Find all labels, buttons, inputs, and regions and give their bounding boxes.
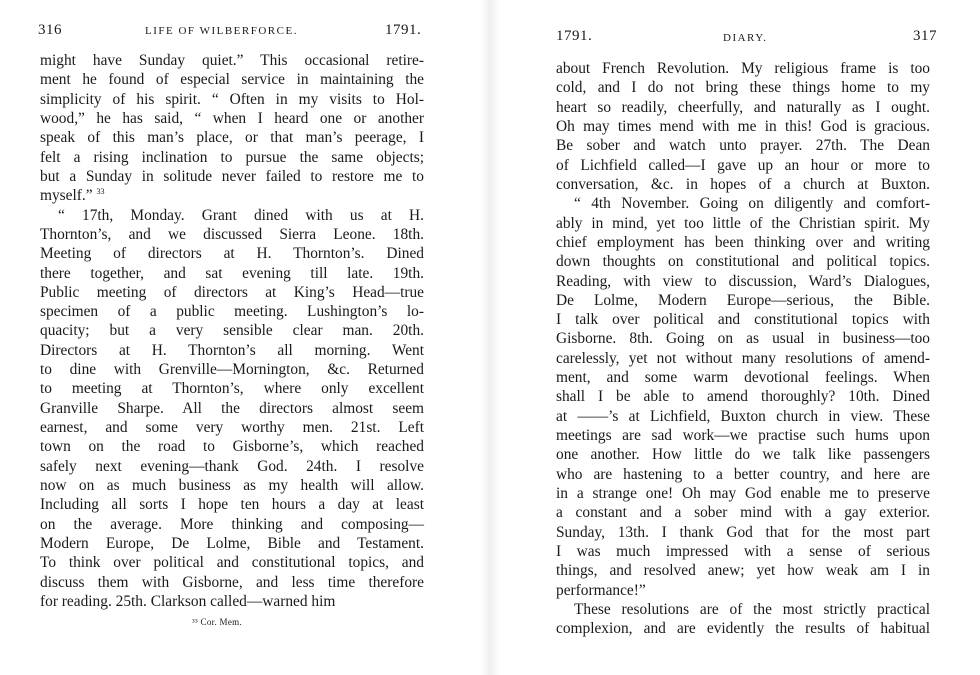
footnote: ³³ Cor. Mem.: [192, 617, 242, 627]
text-line: speak of this man’s place, or that man’s peerage, I: [40, 129, 424, 147]
text-line: shall I be able to amend thoroughly? 10th. Dined: [556, 388, 930, 406]
text-line: meetings are sad work—we practise such hums upon: [556, 427, 930, 445]
text-line: a constant and a sober mind with a gay exterior.: [556, 504, 930, 522]
text-line: carelessly, yet not without many resolutions of amend-: [556, 349, 930, 367]
right-running-year: 1791.: [556, 28, 593, 44]
text-line: Granville Sharpe. All the directors almost seem: [40, 399, 424, 417]
text-line: I was much impressed with a sense of serious: [556, 543, 930, 560]
text-line: earnest, and some very worthy men. 21st. Left: [40, 419, 424, 437]
text-line: for reading. 25th. Clarkson called—warned him: [40, 592, 336, 610]
text-line: quacity; but a very sensible clear man. 20th.: [40, 322, 424, 340]
text-line: simplicity of his spirit. “ Often in my visits to Hol-: [40, 90, 424, 108]
text-line: To think over political and constitutional topics, and: [40, 554, 424, 572]
text-line: Be sober and watch unto prayer. 27th. The Dean: [556, 137, 930, 155]
text-line: “ 4th November. Going on diligently and comfort-: [574, 195, 930, 213]
text-line: wood,” he has said, “ when I heard one or another: [40, 109, 424, 127]
text-line: ably in mind, yet too little of the Christian spirit. My: [556, 214, 930, 232]
text-line: ment he found of especial service in maintaining the: [40, 71, 424, 89]
text-line: in a strange one! Oh may God enable me to preserve: [556, 485, 930, 503]
text-line: “ 17th, Monday. Grant dined with us at H.: [58, 206, 424, 224]
text-line: chief employment has been thinking over and writing: [556, 233, 930, 251]
left-running-title: LIFE OF WILBERFORCE.: [145, 25, 298, 37]
text-line: safely next evening—thank God. 24th. I resolve: [40, 457, 424, 475]
text-line: at ——’s at Lichfield, Buxton church in view. These: [556, 407, 930, 425]
right-running-title: DIARY.: [723, 32, 768, 44]
text-line: I talk over political and constitutional topics with: [556, 311, 930, 329]
text-line: Meeting of directors at H. Thornton’s. Dined: [40, 245, 424, 263]
text-line: down thoughts on constitutional and political topics.: [556, 253, 930, 271]
text-line: conversation, &c. in hopes of a church at Buxton.: [556, 175, 930, 193]
footnote-reference: 33: [96, 187, 105, 197]
text-line: but a Sunday in solitude never failed to restore me to: [40, 167, 424, 185]
text-line: town on the road to Gisborne’s, which reached: [40, 438, 424, 456]
right-page: [490, 0, 980, 675]
text-line: discuss them with Gisborne, and less time therefore: [40, 573, 424, 591]
text-line: Thornton’s, and we discussed Sierra Leone. 18th.: [40, 225, 424, 243]
text-line: complexion, and are evidently the results of habitual: [556, 620, 930, 638]
left-running-year: 1791.: [385, 22, 422, 38]
text-line: of Lichfield called—I gave up an hour or more to: [556, 156, 930, 174]
text-line: one another. How little do we talk like passengers: [556, 446, 930, 464]
text-line: Directors at H. Thornton’s all morning. Went: [40, 341, 424, 359]
text-line: Reading, with view to discussion, Ward’s Dialogues,: [556, 272, 930, 290]
left-page-number: 316: [38, 22, 62, 38]
text-line: Public meeting of directors at King’s Head—true: [40, 283, 424, 301]
text-line: felt a rising inclination to pursue the same objects;: [40, 148, 424, 166]
text-line: specimen of a public meeting. Lushington’s lo-: [40, 303, 424, 321]
text-line: about French Revolution. My religious frame is too: [556, 60, 930, 77]
text-line: Oh may times mend with me in this! God is gracious.: [556, 117, 930, 135]
text-line: on the average. More thinking and composing—: [40, 515, 424, 533]
text-line: ment, and some warm devotional feelings. When: [556, 369, 930, 387]
text-line: De Lolme, Modern Europe—serious, the Bible.: [556, 291, 930, 309]
right-page-number: 317: [913, 28, 937, 44]
text-line: now on as much business as my health will allow.: [40, 477, 424, 495]
text-line: to dine with Grenville—Mornington, &c. Returned: [40, 361, 424, 379]
text-line: Including all sorts I hope ten hours a day at least: [40, 496, 424, 514]
text-line: myself.” $^{33}$: [40, 187, 105, 205]
text-line: who are hastening to a better country, and here are: [556, 465, 930, 483]
text-line: Sunday, 13th. I thank God that for the most part: [556, 523, 930, 541]
text-line: might have Sunday quiet.” This occasional retire-: [40, 52, 424, 69]
text-line: heart so readily, cheerfully, and naturally as I ought.: [556, 98, 930, 116]
text-line: These resolutions are of the most strictly practical: [574, 600, 930, 618]
text-line: Modern Europe, De Lolme, Bible and Testament.: [40, 535, 424, 552]
text-line: cold, and I do not bring these things home to my: [556, 79, 930, 97]
text-line: to meeting at Thornton’s, where only excellent: [40, 380, 424, 398]
text-line: performance!”: [556, 581, 646, 599]
text-line: things, and resolved anew; yet how weak am I in: [556, 562, 930, 580]
text-line: Gisborne. 8th. Going on as usual in business—too: [556, 330, 930, 348]
text-line: there together, and sat evening till late. 19th.: [40, 264, 424, 282]
